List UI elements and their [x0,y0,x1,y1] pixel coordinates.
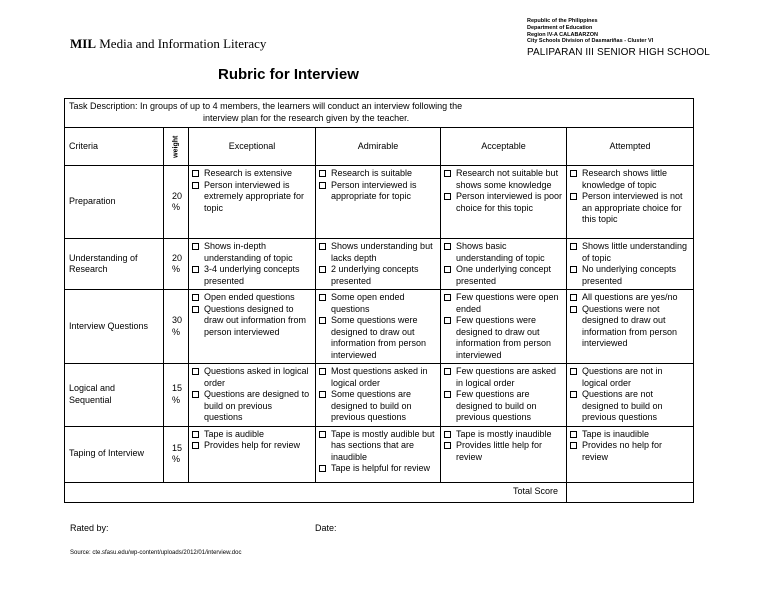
rubric-item-text: Few questions were open ended [456,292,559,314]
rubric-item [319,264,437,287]
rubric-item [570,440,690,463]
acceptable-header: Acceptable [441,128,567,166]
rubric-item [570,241,690,264]
checkbox-icon[interactable] [192,170,199,177]
rubric-table [64,98,694,503]
school-name: PALIPARAN III SENIOR HIGH SCHOOL [527,47,710,58]
rubric-item [570,389,690,424]
checkbox-icon[interactable] [570,243,577,250]
checkbox-icon[interactable] [444,294,451,301]
rubric-item [192,241,312,264]
checkbox-icon[interactable] [319,294,326,301]
rubric-row [65,239,694,290]
checkbox-icon[interactable] [570,391,577,398]
checkbox-icon[interactable] [192,294,199,301]
admirable-cell [316,290,441,364]
rubric-item-text: Questions designed to draw out information from person interviewed [204,303,307,337]
checkbox-icon[interactable] [192,306,199,313]
acceptable-cell [441,290,567,364]
total-row [65,482,694,502]
weight-cell: 15 % [164,364,189,427]
rubric-item-text: Tape is mostly inaudible [456,428,552,439]
rubric-item-text: Provides no help for review [582,440,663,462]
checkbox-icon[interactable] [192,442,199,449]
rubric-item-text: Research shows little knowledge of topic [582,168,668,190]
criteria-cell: Logical and Sequential [65,364,164,427]
checkbox-icon[interactable] [192,266,199,273]
checkbox-icon[interactable] [319,266,326,273]
checkbox-icon[interactable] [319,368,326,375]
division-line: City Schools Division of Dasmariñas - Cluster VI [527,38,654,45]
republic-line: Republic of the Philippines [527,18,598,24]
rubric-item [192,304,312,339]
criteria-cell: Interview Questions [65,290,164,364]
checkbox-icon[interactable] [444,442,451,449]
rubric-item-text: Some open ended questions [331,292,405,314]
rubric-item-text: Research not suitable but shows some knowledge [456,168,559,190]
checkbox-icon[interactable] [319,170,326,177]
rubric-item-text: Tape is mostly audible but has sections that are inaudible [331,428,435,462]
rubric-item-text: Tape is audible [204,428,265,439]
rubric-item-text: One underlying concept presented [456,264,552,286]
page-title: Rubric for Interview [218,66,359,83]
attempted-cell [567,290,694,364]
checkbox-icon[interactable] [192,431,199,438]
checkbox-icon[interactable] [570,193,577,200]
rubric-item [192,429,312,441]
rubric-item [319,180,437,203]
admirable-cell [316,166,441,239]
weight-header-label: weight [172,135,180,159]
rubric-item [192,366,312,389]
checkbox-icon[interactable] [319,243,326,250]
criteria-cell: Preparation [65,166,164,239]
checkbox-icon[interactable] [570,442,577,449]
rubric-item [319,315,437,361]
checkbox-icon[interactable] [319,317,326,324]
rubric-item-text: Research is suitable [331,168,413,178]
total-score-cell [567,482,694,502]
subject-name: Media and Information Literacy [99,36,267,51]
rubric-item [192,389,312,424]
acceptable-cell [441,239,567,290]
rubric-item-text: Provides help for review [204,440,301,450]
rubric-item-text: 3-4 underlying concepts presented [204,264,300,286]
rubric-item-text: Shows in-depth understanding of topic [204,241,293,263]
rubric-row [65,290,694,364]
rubric-item [319,241,437,264]
rubric-item-text: Person interviewed is poor choice for this topic [456,191,563,213]
rubric-item-text: Questions asked in logical order [204,366,309,388]
rubric-item-text: Questions are not designed to build on previous questions [582,389,663,422]
criteria-cell: Understanding of Research [65,239,164,290]
weight-cell: 30 % [164,290,189,364]
rubric-item-text: Some questions are designed to build on previous questions [331,389,412,422]
checkbox-icon[interactable] [444,243,451,250]
rubric-row [65,166,694,239]
acceptable-cell [441,426,567,482]
attempted-cell [567,166,694,239]
agency-header [527,18,653,45]
rubric-item-text: Person interviewed is extremely appropriate for topic [204,179,305,213]
rubric-item [570,366,690,389]
date-label: Date: [315,523,337,533]
rubric-item [444,389,563,424]
admirable-header: Admirable [316,128,441,166]
weight-header [164,128,189,166]
checkbox-icon[interactable] [444,193,451,200]
checkbox-icon[interactable] [319,182,326,189]
exceptional-cell [189,166,316,239]
rubric-item [570,292,690,304]
rubric-item [444,315,563,361]
rubric-item-text: Shows little understanding of topic [582,241,688,263]
rubric-item [444,429,563,441]
checkbox-icon[interactable] [319,465,326,472]
checkbox-icon[interactable] [570,266,577,273]
source-note: Source: cte.sfasu.edu/wp-content/uploads/2012/01/interview.doc [70,550,242,556]
rubric-item [444,264,563,287]
rubric-item [192,168,312,180]
rubric-item-text: Shows basic understanding of topic [456,241,545,263]
checkbox-icon[interactable] [192,243,199,250]
rubric-item [319,429,437,464]
department-line: Department of Education [527,24,593,31]
checkbox-icon[interactable] [444,368,451,375]
rubric-item-text: Person interviewed is not an appropriate choice for this topic [582,191,683,224]
region-line: Region IV-A CALABARZON [527,31,598,38]
rubric-item-text: Provides little help for review [456,440,543,462]
criteria-cell: Taping of Interview [65,426,164,482]
checkbox-icon[interactable] [192,182,199,189]
checkbox-icon[interactable] [570,306,577,313]
admirable-cell [316,239,441,290]
exceptional-cell [189,364,316,427]
rubric-item [444,241,563,264]
rubric-item-text: Person interviewed is appropriate for topic [331,179,417,201]
rubric-item [444,440,563,463]
checkbox-icon[interactable] [319,431,326,438]
rubric-item-text: Tape is helpful for review [331,463,431,473]
acceptable-cell [441,364,567,427]
rubric-item [319,366,437,389]
checkbox-icon[interactable] [319,391,326,398]
rubric-item [444,168,563,191]
criteria-header: Criteria [65,128,164,166]
rubric-body [65,166,694,483]
admirable-cell [316,364,441,427]
subject-abbr: MIL [70,36,96,51]
rubric-item [570,304,690,350]
checkbox-icon[interactable] [192,391,199,398]
rubric-item-text: 2 underlying concepts presented [331,264,419,286]
exceptional-cell [189,290,316,364]
header-row [65,128,694,166]
task-row [65,99,694,128]
checkbox-icon[interactable] [192,368,199,375]
rubric-item-text: Questions were not designed to draw out information from person interviewed [582,303,678,348]
checkbox-icon[interactable] [570,170,577,177]
rubric-item [192,440,312,452]
rubric-item-text: Open ended questions [204,292,295,302]
rubric-item-text: Few questions are asked in logical order [456,366,557,388]
weight-cell: 15 % [164,426,189,482]
rubric-item [444,366,563,389]
rubric-item [444,191,563,214]
rubric-row [65,426,694,482]
exceptional-header: Exceptional [189,128,316,166]
checkbox-icon[interactable] [570,294,577,301]
rubric-item [444,292,563,315]
checkbox-icon[interactable] [444,266,451,273]
subject-title [70,36,266,52]
rubric-item [570,191,690,226]
rated-by-label: Rated by: [70,523,109,533]
checkbox-icon[interactable] [570,431,577,438]
rubric-item-text: Some questions were designed to draw out information from person interviewed [331,315,427,360]
rubric-item [192,292,312,304]
attempted-cell [567,364,694,427]
rubric-item [192,264,312,287]
checkbox-icon[interactable] [444,170,451,177]
checkbox-icon[interactable] [444,317,451,324]
rubric-item-text: Questions are designed to build on previous questions [204,389,310,422]
total-score-label: Total Score [65,482,567,502]
rubric-item [319,292,437,315]
rubric-item-text: Questions are not in logical order [582,366,663,388]
rubric-item [192,180,312,215]
rubric-item [319,463,437,475]
attempted-cell [567,239,694,290]
rubric-item-text: Tape is inaudible [582,428,650,439]
exceptional-cell [189,239,316,290]
admirable-cell [316,426,441,482]
rubric-item-text: Research is extensive [204,168,293,178]
checkbox-icon[interactable] [570,368,577,375]
acceptable-cell [441,166,567,239]
checkbox-icon[interactable] [444,391,451,398]
rubric-item-text: Shows understanding but lacks depth [331,241,433,263]
rubric-item-text: Few questions are designed to build on previous questions [456,389,537,422]
rubric-item-text: No underlying concepts presented [582,264,677,286]
exceptional-cell [189,426,316,482]
checkbox-icon[interactable] [444,431,451,438]
weight-cell: 20 % [164,166,189,239]
rubric-item-text: Most questions asked in logical order [331,366,428,388]
rubric-item [570,429,690,441]
rubric-item [570,168,690,191]
rubric-item [570,264,690,287]
task-line-1: Task Description: In groups of up to 4 members, the learners will conduct an interview following the [69,101,463,111]
rubric-item-text: Few questions were designed to draw out information from person interviewed [456,315,552,360]
weight-cell: 20 % [164,239,189,290]
rubric-row [65,364,694,427]
task-line-2: interview plan for the research given by the teacher. [203,112,410,123]
rubric-item [319,389,437,424]
task-description [65,99,694,128]
rubric-item-text: All questions are yes/no [582,292,678,302]
attempted-cell [567,426,694,482]
attempted-header: Attempted [567,128,694,166]
rubric-item [319,168,437,180]
